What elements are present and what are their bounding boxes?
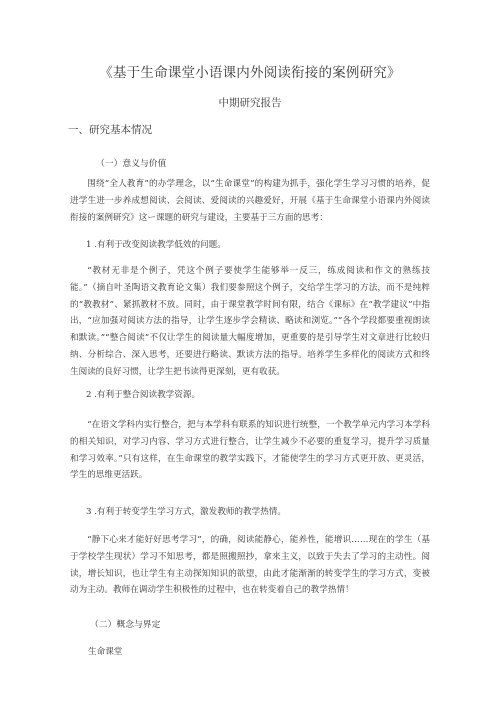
point-heading: 1 .有利于改变阅读教学低效的问题。: [86, 240, 226, 250]
document-title: 《基于生命课堂小语课内外阅读衔接的案例研究》: [99, 65, 401, 81]
point-heading: 3 .有利于转变学生学习方式，激发教师的教学热情。: [86, 507, 286, 517]
section-heading: 一、研究基本情况: [68, 124, 152, 136]
subsection-heading: （一）意义与价值: [96, 159, 167, 169]
paragraph: “静下心来才能好好思考学习”，的确，阅读能静心，能养性，能增识……现在的学生（基于学校学生现状）学习不知思考，都是照搬照抄，拿来主义，以致于失去了学习的主动性。阅读，增长知识，也让学生有主动探知知识的欲望，由此才能渐渐的转变学生的学习方式，变被动为主动。教师在调动学生积极性的过程中，也在转变着自己的教学热情！: [70, 535, 430, 596]
paragraph: “教材无非是个例子，凭这个例子要使学生能够举一反三，练成阅读和作文的熟练技能。”（摘自叶圣陶语文教育论文集）我们要参照这个例子，交给学生学习的方法，而不是纯粹的“教教材”、紧抓教材不放。同时，由于课堂教学时间有限，结合《课标》在“教学建议”中指出，“应加强对阅读方法的指导，让学生逐步学会精读、略读和浏览。”“各个学段都要重视朗读和默读。”“整合阅读”不仅让学生的阅读量大幅度增加，更重要的是引导学生对文章进行比较归纳、分析综合、深入思考，还要进行略读、默读方法的指导。培养学生多样化的阅读方式和终生阅读的良好习惯，让学生把书读得更深刻，更有收获。: [70, 266, 430, 377]
paragraph: 围绕“全人教育”的办学理念，以“生命课堂”的构建为抓手，强化学生学习习惯的培养，促进学生进一步养成想阅读、会阅读、爱阅读的兴趣爱好，开展《基于生命课堂小语课内外阅读衔接的案例研究》这ー课题的研究与建设，主要基于三方面的思考：: [70, 179, 430, 223]
term-label: 生命课堂: [88, 647, 123, 657]
point-heading: 2 .有利于整合阅读教学资源。: [86, 390, 201, 400]
document-subtitle: 中期研究报告: [218, 97, 282, 109]
paragraph: “在语文学科内实行整合，把与本学科有联系的知识进行统整，一个教学单元内学习本学科的相关知识，对学习内容、学习方式进行整合，让学生减少不必要的重复学习，提升学习质量和学习效率。”只有这样，在生命课堂的教学实践下，才能使学生的学习方式更开放、更灵活，学生的思维更活跃。: [70, 420, 430, 481]
subsection-heading: （二）概念与界定: [90, 620, 161, 630]
